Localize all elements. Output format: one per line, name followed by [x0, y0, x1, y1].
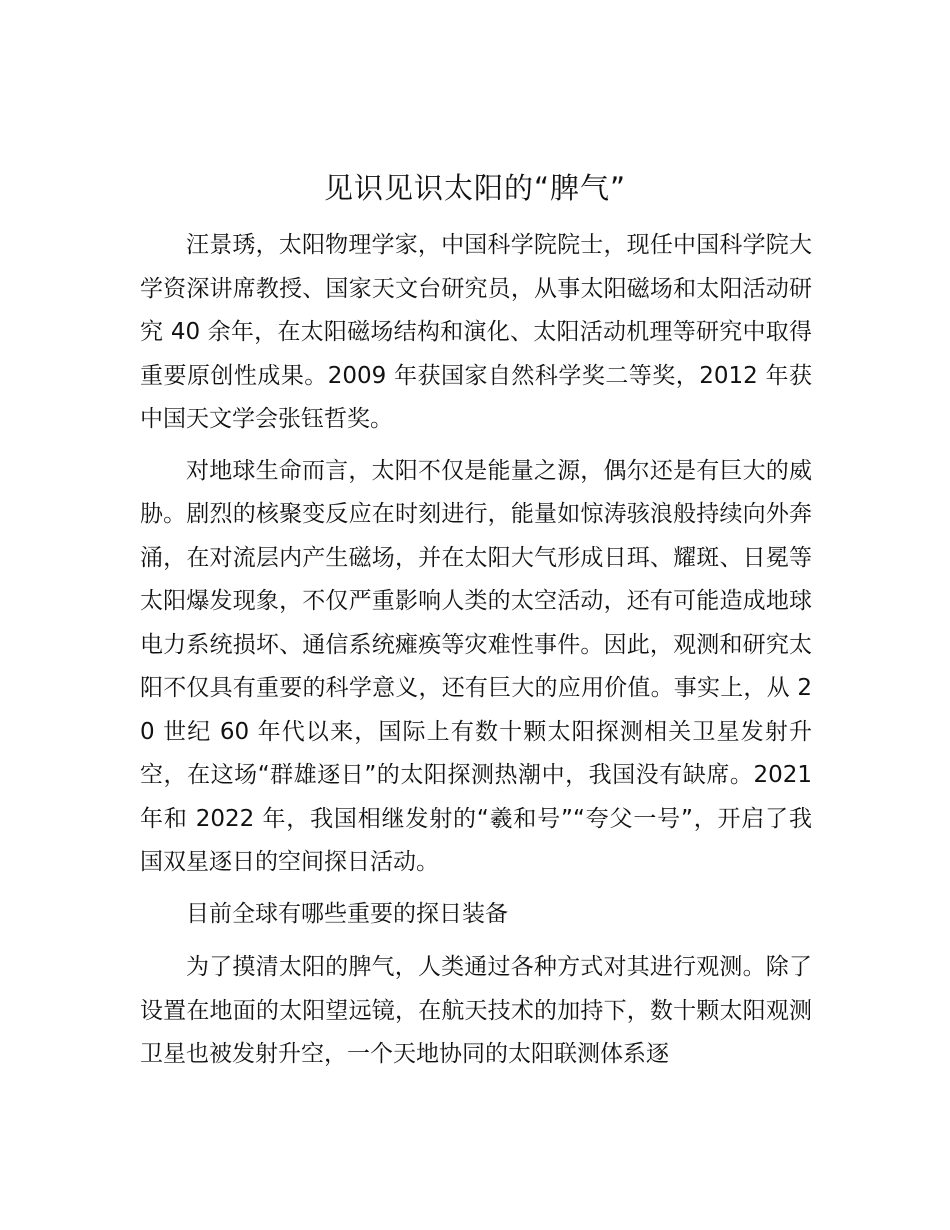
paragraph-observation: 为了摸清太阳的脾气，人类通过各种方式对其进行观测。除了设置在地面的太阳望远镜，在航天技术的加持下，数十颗太阳观测卫星也被发射升空，一个天地协同的太阳联测体系逐 — [140, 954, 812, 1067]
paragraph-author-bio: 汪景琇，太阳物理学家，中国科学院院士，现任中国科学院大学资深讲席教授、国家天文台研究员，从事太阳磁场和太阳活动研究 40 余年，在太阳磁场结构和演化、太阳活动机理等研究中取得重要原创性成果。2009 年获国家自然科学奖二等奖，2012 年获中国天文学会张钰哲奖。 — [140, 232, 812, 432]
section-heading: 目前全球有哪些重要的探日装备 — [186, 900, 508, 927]
page-title: 见识见识太阳的“脾气” — [323, 171, 627, 205]
article-body — [140, 224, 812, 1085]
paragraph-solar-threat: 对地球生命而言，太阳不仅是能量之源，偶尔还是有巨大的威胁。剧烈的核聚变反应在时刻进行，能量如惊涛骇浪般持续向外奔涌，在对流层内产生磁场，并在太阳大气形成日珥、耀斑、日冕等太阳爆发现象，不仅严重影响人类的太空活动，还有可能造成地球电力系统损坏、通信系统瘫痪等灾难性事件。因此，观测和研究太阳不仅具有重要的科学意义，还有巨大的应用价值。事实上，从 20 世纪 60 年代以来，国际上有数十颗太阳探测相关卫星发射升空，在这场“群雄逐日”的太阳探测热潮中，我国没有缺席。2021 年和 2022 年，我国相继发射的“羲和号”“夸父一号”，开启了我国双星逐日的空间探日活动。 — [140, 457, 812, 875]
